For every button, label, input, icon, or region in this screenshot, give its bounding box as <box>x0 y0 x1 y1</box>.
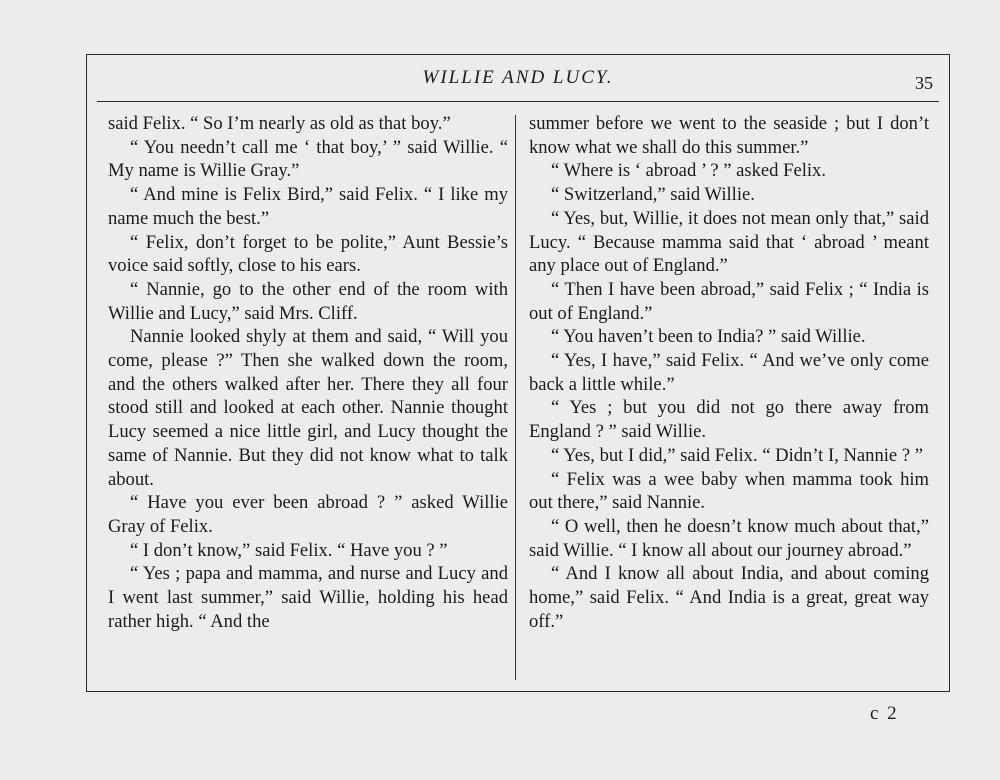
page-frame <box>86 54 950 692</box>
right-column <box>529 112 929 633</box>
header-title: WILLIE AND LUCY. <box>422 67 614 88</box>
paragraph: Nannie looked shyly at them and said, “ Will you come, please ?” Then she walked down the room, and the others walked after her. There they all four stood still and looked at each other. Nannie thought Lucy seemed a nice little girl, and Lucy thought the same of Nannie. But they did not know what to talk about. <box>108 326 508 490</box>
paragraph: “ You haven’t been to India? ” said Willie. <box>551 326 866 348</box>
paragraph: “ Yes, but, Willie, it does not mean only that,” said Lucy. “ Because mamma said that ‘ abroad ’ meant any place out of England.” <box>529 207 929 277</box>
paragraph: “ O well, then he doesn’t know much about that,” said Willie. “ I know all about our journey abroad.” <box>529 515 929 561</box>
paragraph: “ Yes ; but you did not go there away from England ? ” said Willie. <box>529 397 929 443</box>
paragraph: “ Yes ; papa and mamma, and nurse and Lucy and I went last summer,” said Willie, holding his head rather high. “ And the <box>108 563 508 632</box>
paragraph: “ And I know all about India, and about coming home,” said Felix. “ And India is a great, great way off.” <box>529 563 929 632</box>
column-divider <box>515 115 516 680</box>
paragraph: “ You needn’t call me ‘ that boy,’ ” said Willie. “ My name is Willie Gray.” <box>108 136 508 182</box>
paragraph: “ Then I have been abroad,” said Felix ; “ India is out of England.” <box>529 278 929 324</box>
paragraph: “ Nannie, go to the other end of the room with Willie and Lucy,” said Mrs. Cliff. <box>108 278 508 324</box>
paragraph: “ Felix, don’t forget to be polite,” Aunt Bessie’s voice said softly, close to his ears. <box>108 231 508 277</box>
header-rule <box>97 101 939 102</box>
paragraph: “ Where is ‘ abroad ’ ? ” asked Felix. <box>551 160 827 182</box>
paragraph: “ Yes, but I did,” said Felix. “ Didn’t I, Nannie ? ” <box>551 444 923 466</box>
left-column <box>108 112 508 633</box>
paragraph: summer before we went to the seaside ; but I don’t know what we shall do this summer.” <box>529 113 929 158</box>
paragraph: “ Switzerland,” said Willie. <box>551 184 755 206</box>
signature-mark: c 2 <box>870 703 899 724</box>
paragraph: “ Yes, I have,” said Felix. “ And we’ve only come back a little while.” <box>529 350 929 395</box>
paragraph: “ Felix was a wee baby when mamma took him out there,” said Nannie. <box>529 468 929 514</box>
paragraph: “ And mine is Felix Bird,” said Felix. “ I like my name much the best.” <box>108 184 508 229</box>
page-number: 35 <box>915 73 933 93</box>
paragraph: said Felix. “ So I’m nearly as old as that boy.” <box>108 113 451 134</box>
running-head <box>87 67 949 95</box>
paragraph: “ I don’t know,” said Felix. “ Have you ? ” <box>130 539 448 561</box>
paragraph: “ Have you ever been abroad ? ” asked Willie Gray of Felix. <box>108 492 508 537</box>
